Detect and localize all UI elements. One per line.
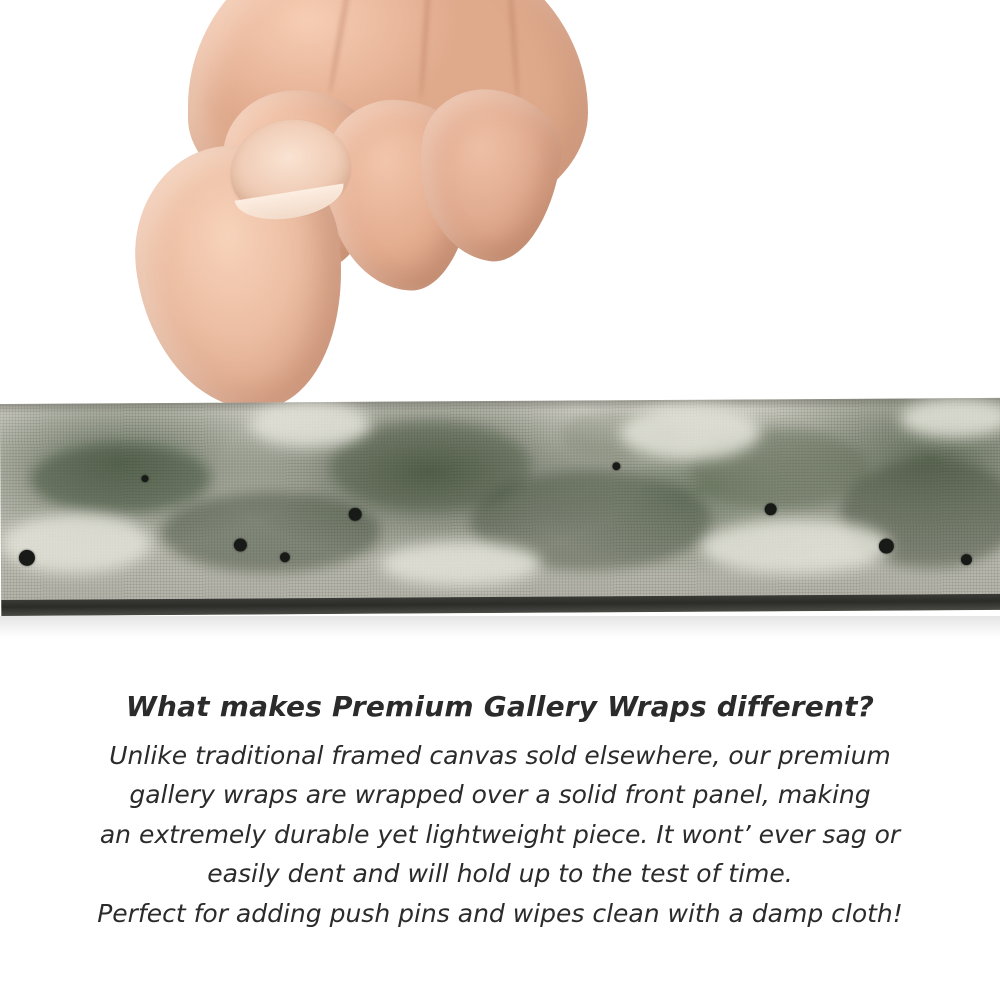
- caption-line: easily dent and will hold up to the test of time.: [207, 859, 793, 889]
- canvas-drop-shadow: [0, 616, 1000, 638]
- canvas-speck: [141, 475, 148, 482]
- caption-line: gallery wraps are wrapped over a solid front panel, making: [129, 780, 871, 810]
- canvas-depth-edge: [1, 594, 1000, 616]
- caption-line: Perfect for adding push pins and wipes clean with a damp cloth!: [97, 898, 903, 928]
- canvas-edge-strip: [0, 398, 1000, 616]
- caption-line: Unlike traditional framed canvas sold elsewhere, our premium: [109, 740, 891, 770]
- hand-illustration: [118, 0, 558, 440]
- knuckle-crease: [327, 0, 355, 95]
- canvas-speck: [961, 554, 972, 565]
- canvas-speck: [349, 508, 362, 521]
- canvas-speck: [879, 539, 894, 554]
- canvas-speck: [280, 552, 290, 562]
- caption-heading: What makes Premium Gallery Wraps different?: [125, 690, 875, 723]
- canvas-speck: [19, 550, 35, 566]
- knuckle-crease: [505, 0, 521, 100]
- canvas-texture-patch: [161, 492, 381, 573]
- canvas-highlight: [381, 541, 541, 587]
- canvas-speck: [612, 462, 620, 470]
- caption-block: [0, 690, 1000, 933]
- canvas-speck: [765, 503, 777, 515]
- knuckle-crease: [418, 0, 434, 100]
- canvas-highlight: [900, 398, 1000, 439]
- canvas-highlight: [701, 519, 891, 575]
- canvas-texture-patch: [30, 443, 210, 514]
- caption-line: an extremely durable yet lightweight piece. It wont’ ever sag or: [99, 819, 901, 849]
- canvas-speck: [234, 538, 247, 551]
